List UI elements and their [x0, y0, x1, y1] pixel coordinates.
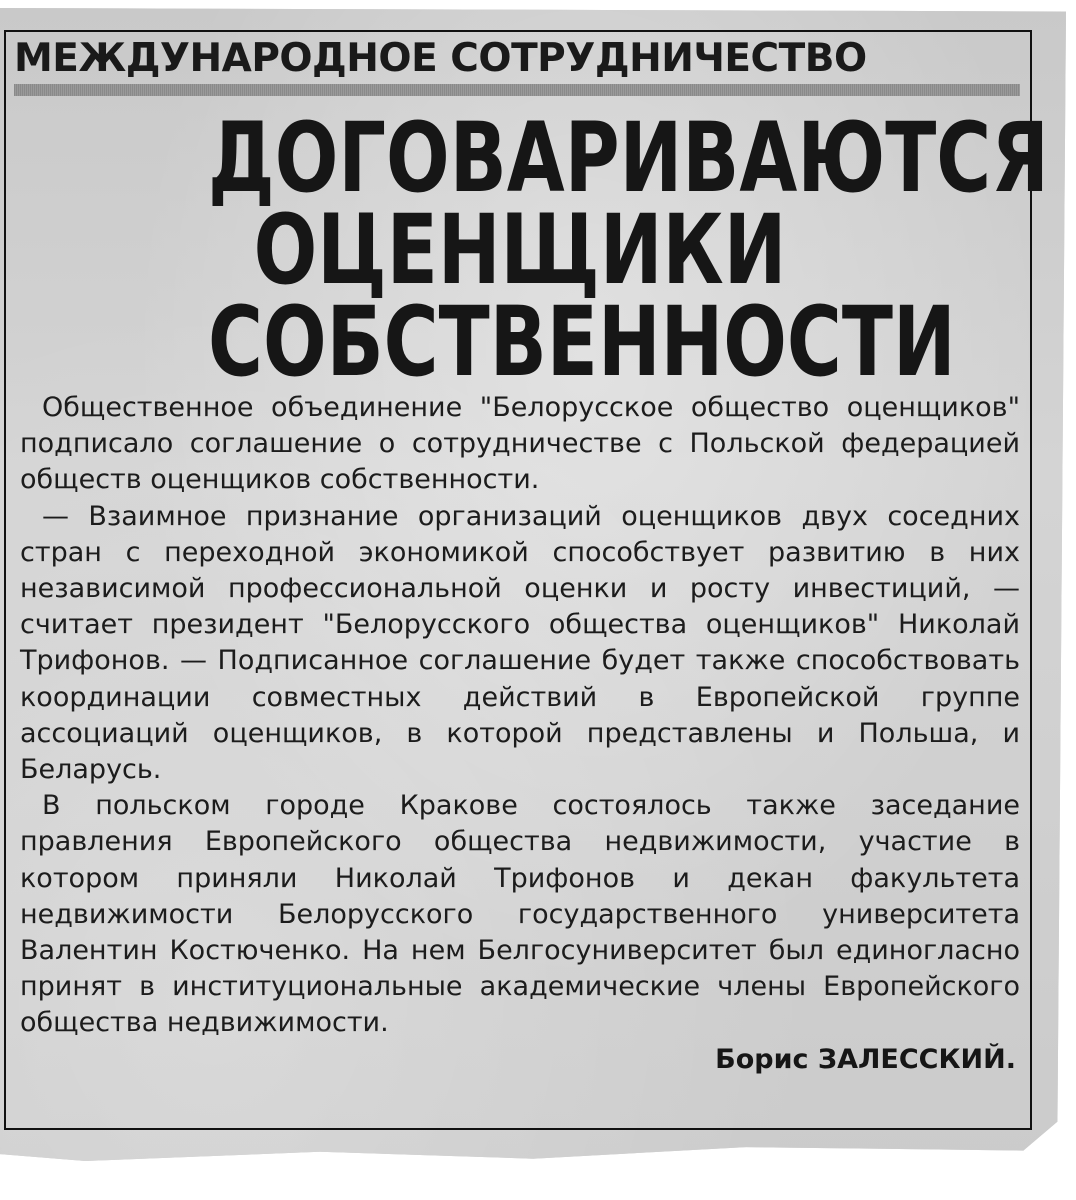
headline-line-1: ДОГОВАРИВАЮТСЯ: [208, 102, 1049, 214]
article-paragraph-3: В польском городе Кракове состоялось также заседание правления Европейского общества недвижимости, участие в котором приняли Николай Трифонов и декан факультета недвижимости Белорусского государственного университета Валентин Костюченко. На нем Белгосуниверситет был единогласно принят в институциональные академические члены Европейского общества недвижимости.: [20, 790, 1020, 1039]
headline-line-2: ОЦЕНЩИКИ: [253, 194, 787, 306]
headline-line-3: СОБСТВЕННОСТИ: [208, 286, 956, 398]
article-paragraph-1: Общественное объединение "Белорусское общество оценщиков" подписало соглашение о сотрудничестве с Польской федерацией обществ оценщиков собственности.: [20, 392, 1020, 496]
article-headline: [208, 102, 1049, 398]
article-paragraph-2: — Взаимное признание организаций оценщиков двух соседних стран с переходной экономикой способствует развитию в них независимой профессиональной оценки и росту инвестиций, — считает президент "Белорусского общества оценщиков" Николай Трифонов. — Подписанное соглашение будет также способствовать координации совместных действий в Европейской группе ассоциаций оценщиков, в которой представлены и Польша, и Беларусь.: [20, 500, 1020, 786]
rubric-underline-bar: [14, 84, 1020, 96]
author-byline: Борис ЗАЛЕССКИЙ.: [715, 1044, 1016, 1075]
rubric-heading: МЕЖДУНАРОДНОЕ СОТРУДНИЧЕСТВО: [14, 36, 867, 81]
article-body: [20, 390, 1020, 1042]
